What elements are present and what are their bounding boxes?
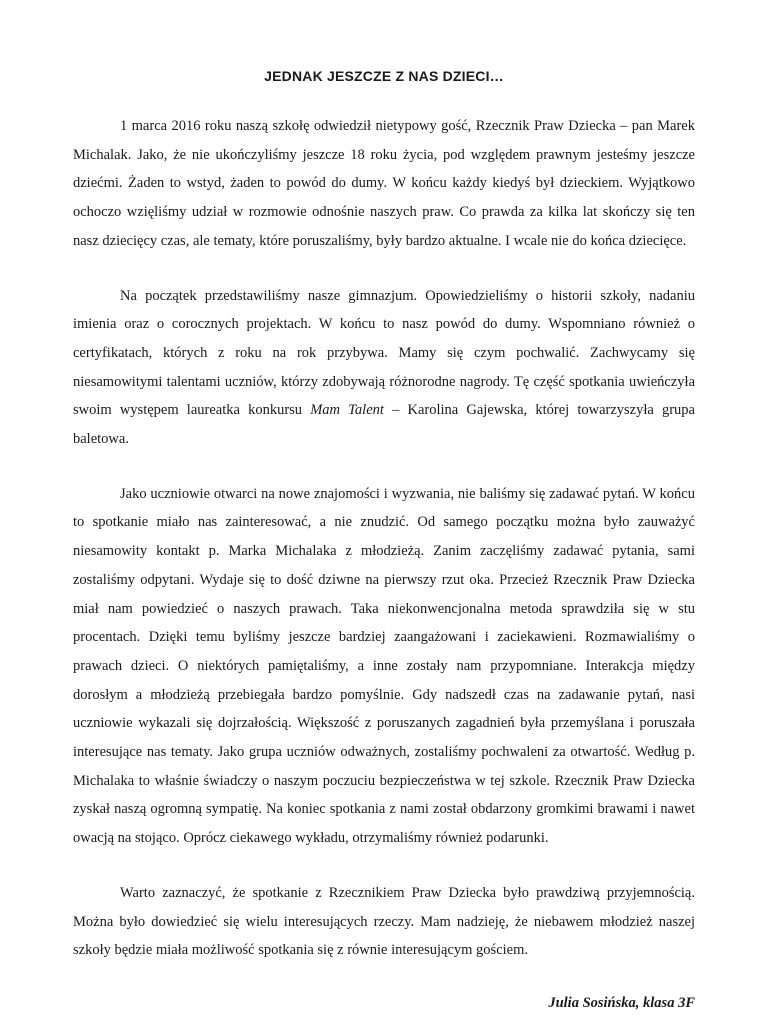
paragraph-2 <box>73 282 695 454</box>
document-page <box>73 56 695 1015</box>
paragraph-1: 1 marca 2016 roku naszą szkołę odwiedził nietypowy gość, Rzecznik Praw Dziecka – pan Marek Michalak. Jako, że nie ukończyliśmy jeszcze 18 roku życia, pod względem prawnym jesteśmy jeszcze dziećmi. Żaden to wstyd, żaden to powód do dumy. W końcu każdy kiedyś był dzieckiem. Wyjątkowo ochoczo wzięliśmy udział w rozmowie odnośnie naszych praw. Co prawda za kilka lat skończy się ten nasz dziecięcy czas, ale tematy, które poruszaliśmy, były bardzo aktualne. I wcale nie do końca dziecięce. <box>73 118 695 249</box>
paragraph-4: Warto zaznaczyć, że spotkanie z Rzecznikiem Praw Dziecka było prawdziwą przyjemnością. Można było dowiedzieć się wielu interesujących rzeczy. Mam nadzieję, że niebawem młodzież naszej szkoły będzie miała możliwość spotkania się z równie interesującym gościem. <box>73 884 695 959</box>
article-title: JEDNAK JESZCZE Z NAS DZIECI… <box>264 68 504 84</box>
paragraph-3: Jako uczniowie otwarci na nowe znajomości i wyzwania, nie baliśmy się zadawać pytań. W końcu to spotkanie miało nas zainteresować, a nie znudzić. Od samego początku można było zauważyć niesamowity kontakt p. Marka Michalaka z młodzieżą. Zanim zaczęliśmy zadawać pytania, sami zostaliśmy odpytani. Wydaje się to dość dziwne na pierwszy rzut oka. Przecież Rzecznik Praw Dziecka miał nam powiedzieć o naszych prawach. Taka niekonwencjonalna metoda sprawdziła się w stu procentach. Dzięki temu byliśmy jeszcze bardziej zaangażowani i zaciekawieni. Rozmawialiśmy o prawach dzieci. O niektórych pamiętaliśmy, a inne zostały nam przypomniane. Interakcja między dorosłym a młodzieżą przebiegała bardzo pomyślnie. Gdy nadszedł czas na zadawanie pytań, nasi uczniowie wykazali się dojrzałością. Większość z poruszanych zagadnień była przemyślana i poruszała interesujące nas tematy. Jako grupa uczniów odważnych, zostaliśmy pochwaleni za otwartość. Według p. Michalaka to właśnie świadczy o naszym poczuciu bezpieczeństwa w tej szkole. Rzecznik Praw Dziecka zyskał naszą ogromną sympatię. Na koniec spotkania z nami został obdarzony gromkimi brawami i nawet owacją na stojąco. Oprócz ciekawego wykładu, otrzymaliśmy również podarunki. <box>73 485 695 847</box>
paragraph-2-text-end: – Karolina Gajewska, której towarzyszyła grupa baletowa. <box>73 402 695 448</box>
contest-name: Mam Talent <box>310 402 384 419</box>
paragraph-2-text-start: Na początek przedstawiliśmy nasze gimnazjum. Opowiedzieliśmy o historii szkoły, nadaniu imienia oraz o corocznych projektach. W końcu to nasz powód do dumy. Wspomniano również o certyfikatach, których z roku na rok przybywa. Mamy się czym pochwalić. Zachwycamy się niesamowitymi talentami uczniów, którzy zdobywają różnorodne nagrody. Tę część spotkania uwieńczyła swoim występem laureatka konkursu <box>73 287 695 419</box>
author-signature: Julia Sosińska, klasa 3F <box>548 994 695 1011</box>
